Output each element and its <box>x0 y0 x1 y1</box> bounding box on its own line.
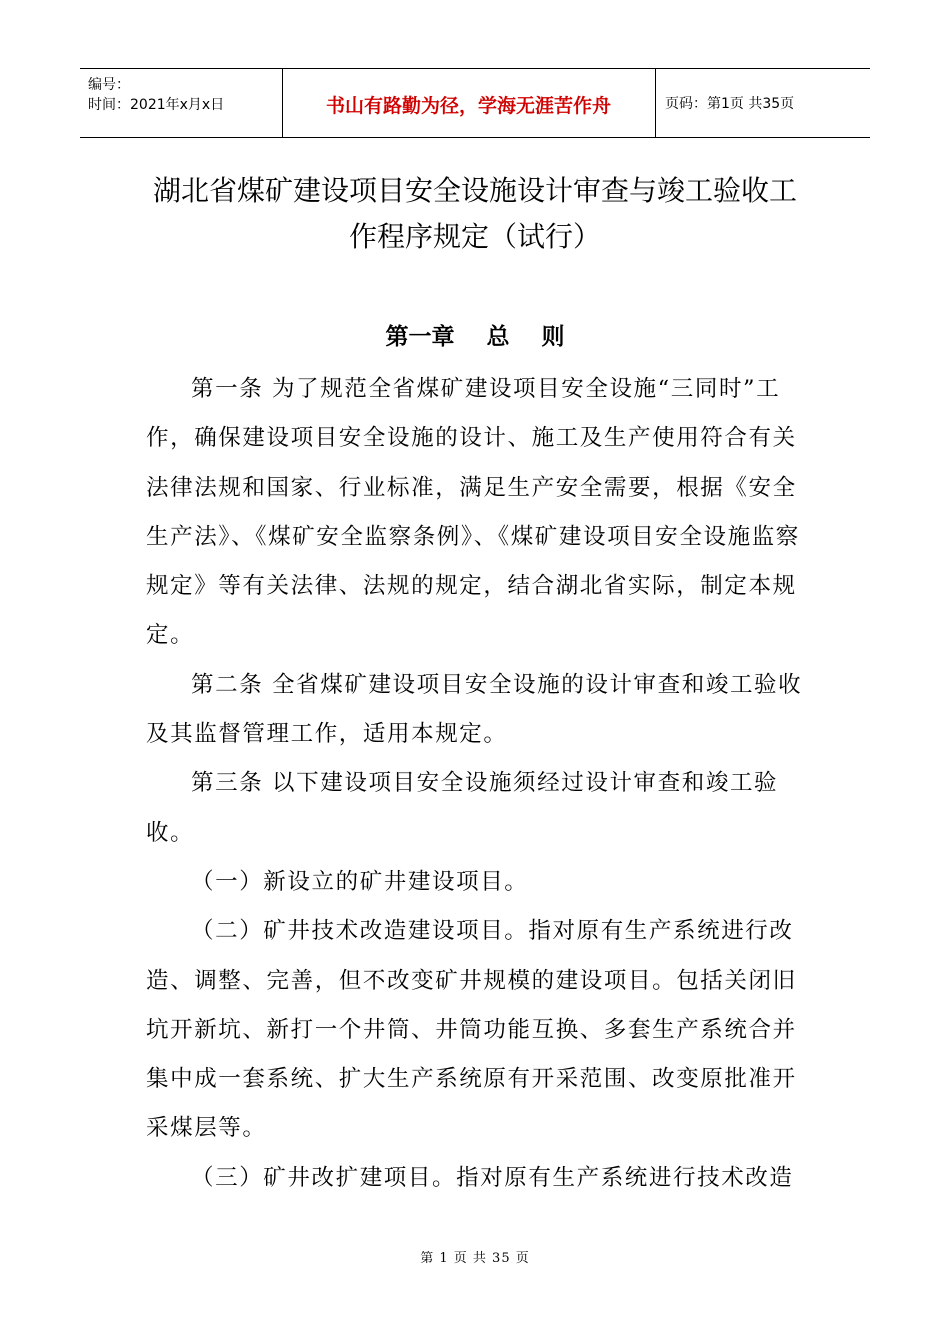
paragraph: 第一条 为了规范全省煤矿建设项目安全设施“三同时”工作，确保建设项目安全设施的设计、施工及生产使用符合有关法律法规和国家、行业标准，满足生产安全需要，根据《安全生产法》、《煤矿安全监察条例》、《煤矿建设项目安全设施监察规定》等有关法律、法规的规定，结合湖北省实际，制定本规定。 <box>146 376 800 649</box>
paragraph: 第三条 以下建设项目安全设施须经过设计审查和竣工验收。 <box>146 770 779 846</box>
page-footer: 第 1 页 共 35 页 <box>420 1251 530 1266</box>
header-divider <box>655 69 656 137</box>
document-body <box>146 365 808 1203</box>
document-title <box>100 168 850 260</box>
title-line-1: 湖北省煤矿建设项目安全设施设计审查与竣工验收工 <box>152 174 797 207</box>
paragraph: 第二条 全省煤矿建设项目安全设施的设计审查和竣工验收及其监督管理工作，适用本规定。 <box>146 671 803 748</box>
paragraph: （二）矿井技术改造建设项目。指对原有生产系统进行改造、调整、完善，但不改变矿井规模的建设项目。包括关闭旧坑开新坑、新打一个井筒、井筒功能互换、多套生产系统合并集中成一套系统、扩大生产系统原有开采范围、改变原批准开采煤层等。 <box>146 918 797 1142</box>
paragraph: （一）新设立的矿井建设项目。 <box>191 868 529 895</box>
header-motto: 书山有路勤为径，学海无涯苦作舟 <box>325 95 611 117</box>
date-label: 时间：2021年x月x日 <box>88 97 225 113</box>
chapter-title: 第一章 总 则 <box>385 324 565 350</box>
title-line-2: 作程序规定（试行） <box>348 220 601 253</box>
header-page-info: 页码：第1页 共35页 <box>665 96 795 112</box>
page-header <box>80 68 870 138</box>
number-label: 编号： <box>88 77 130 93</box>
header-meta <box>88 75 224 115</box>
paragraph: （三）矿井改扩建项目。指对原有生产系统进行技术改造 <box>191 1164 794 1191</box>
